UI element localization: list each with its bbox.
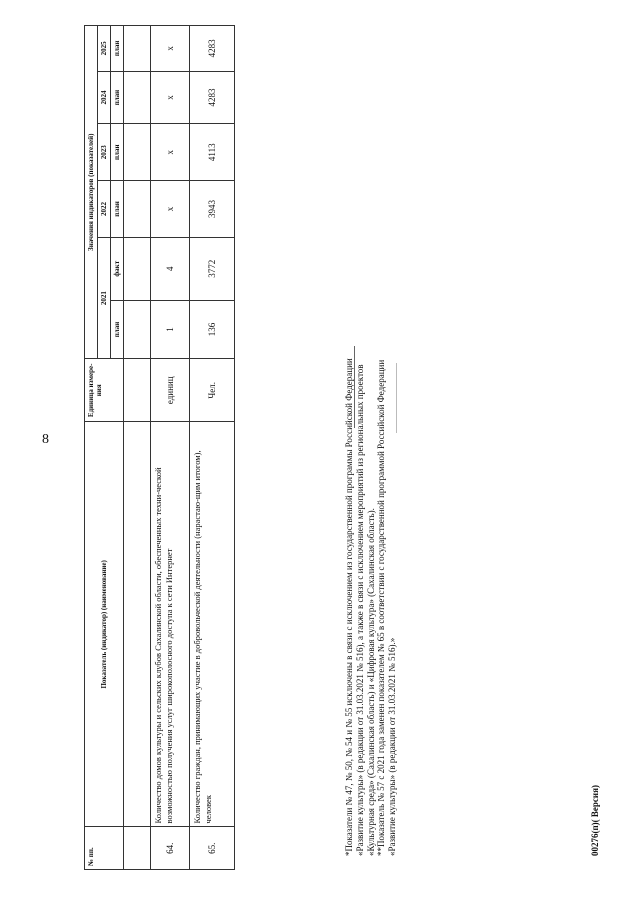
- header-year-2021: 2021: [98, 237, 111, 359]
- table-row: [190, 26, 235, 870]
- row-unit: Чел.: [190, 359, 235, 422]
- footnote-1: *Показатели № 47, № 50, № 54 и № 55 исключены в связи с исключением из государственной программы Российской Федерации «Развитие культуры» (в редакции от 31.03.2021 № 516), а также в связи с исключением мероприятий из региональных проектов «Культурная среда» (Сахалинская область) и «Цифровая культура» (Сахалинская область).: [344, 358, 376, 856]
- header-plan-2022: план: [111, 181, 124, 238]
- row-value-2023: 4113: [190, 124, 235, 181]
- row-value-2022: x: [151, 181, 190, 238]
- row-name: Количество домов культуры и сельских клубов Сахалинской области, обеспеченных техни-ческой возможностью получения услуг широкополосного доступа к сети Интернет: [151, 422, 190, 827]
- divider-line: [396, 363, 397, 433]
- row-value-2022: 3943: [190, 181, 235, 238]
- row-number: 64.: [151, 827, 190, 870]
- version-label: 00276(п)( Версия): [590, 785, 600, 856]
- header-row-1: [85, 26, 98, 870]
- header-col-unit: Единица измере-ния: [85, 359, 124, 422]
- row-plan-2021: 136: [190, 300, 235, 359]
- row-fact-2021: 3772: [190, 237, 235, 300]
- row-value-2025: x: [151, 26, 190, 72]
- header-col-name: Показатель (индикатор) (наименование): [85, 422, 124, 827]
- row-value-2024: x: [151, 71, 190, 124]
- row-value-2023: x: [151, 124, 190, 181]
- header-year-2023: 2023: [98, 124, 111, 181]
- header-plan-2024: план: [111, 71, 124, 124]
- header-plan-2025: план: [111, 26, 124, 72]
- spacer-row: [124, 26, 151, 870]
- header-fact-2021: факт: [111, 237, 124, 300]
- row-number: 65.: [190, 827, 235, 870]
- header-year-2024: 2024: [98, 71, 111, 124]
- footnotes: [344, 336, 398, 856]
- indicators-table: [84, 25, 235, 870]
- header-year-2025: 2025: [98, 26, 111, 72]
- signature-line: [354, 346, 355, 428]
- row-value-2025: 4283: [190, 26, 235, 72]
- header-col-no: № пп.: [85, 827, 124, 870]
- page-number: 8: [42, 432, 49, 447]
- footnote-2: **Показатель № 57 с 2021 года заменен показателем № 65 в соответствии с государственной программой Российской Федерации «Развитие культуры» (в редакции от 31.03.2021 № 516).»: [376, 359, 398, 856]
- row-name: Количество граждан, принимающих участие в добровольческой деятельности (нарастаю-щим итогом), человек: [190, 422, 235, 827]
- header-col-values: Значения индикаторов (показателей): [85, 26, 98, 359]
- row-unit: единиц: [151, 359, 190, 422]
- header-plan-2021: план: [111, 300, 124, 359]
- row-fact-2021: 4: [151, 237, 190, 300]
- header-plan-2023: план: [111, 124, 124, 181]
- header-year-2022: 2022: [98, 181, 111, 238]
- row-plan-2021: 1: [151, 300, 190, 359]
- row-value-2024: 4283: [190, 71, 235, 124]
- table-row: [151, 26, 190, 870]
- rotated-page-content: [18, 8, 618, 878]
